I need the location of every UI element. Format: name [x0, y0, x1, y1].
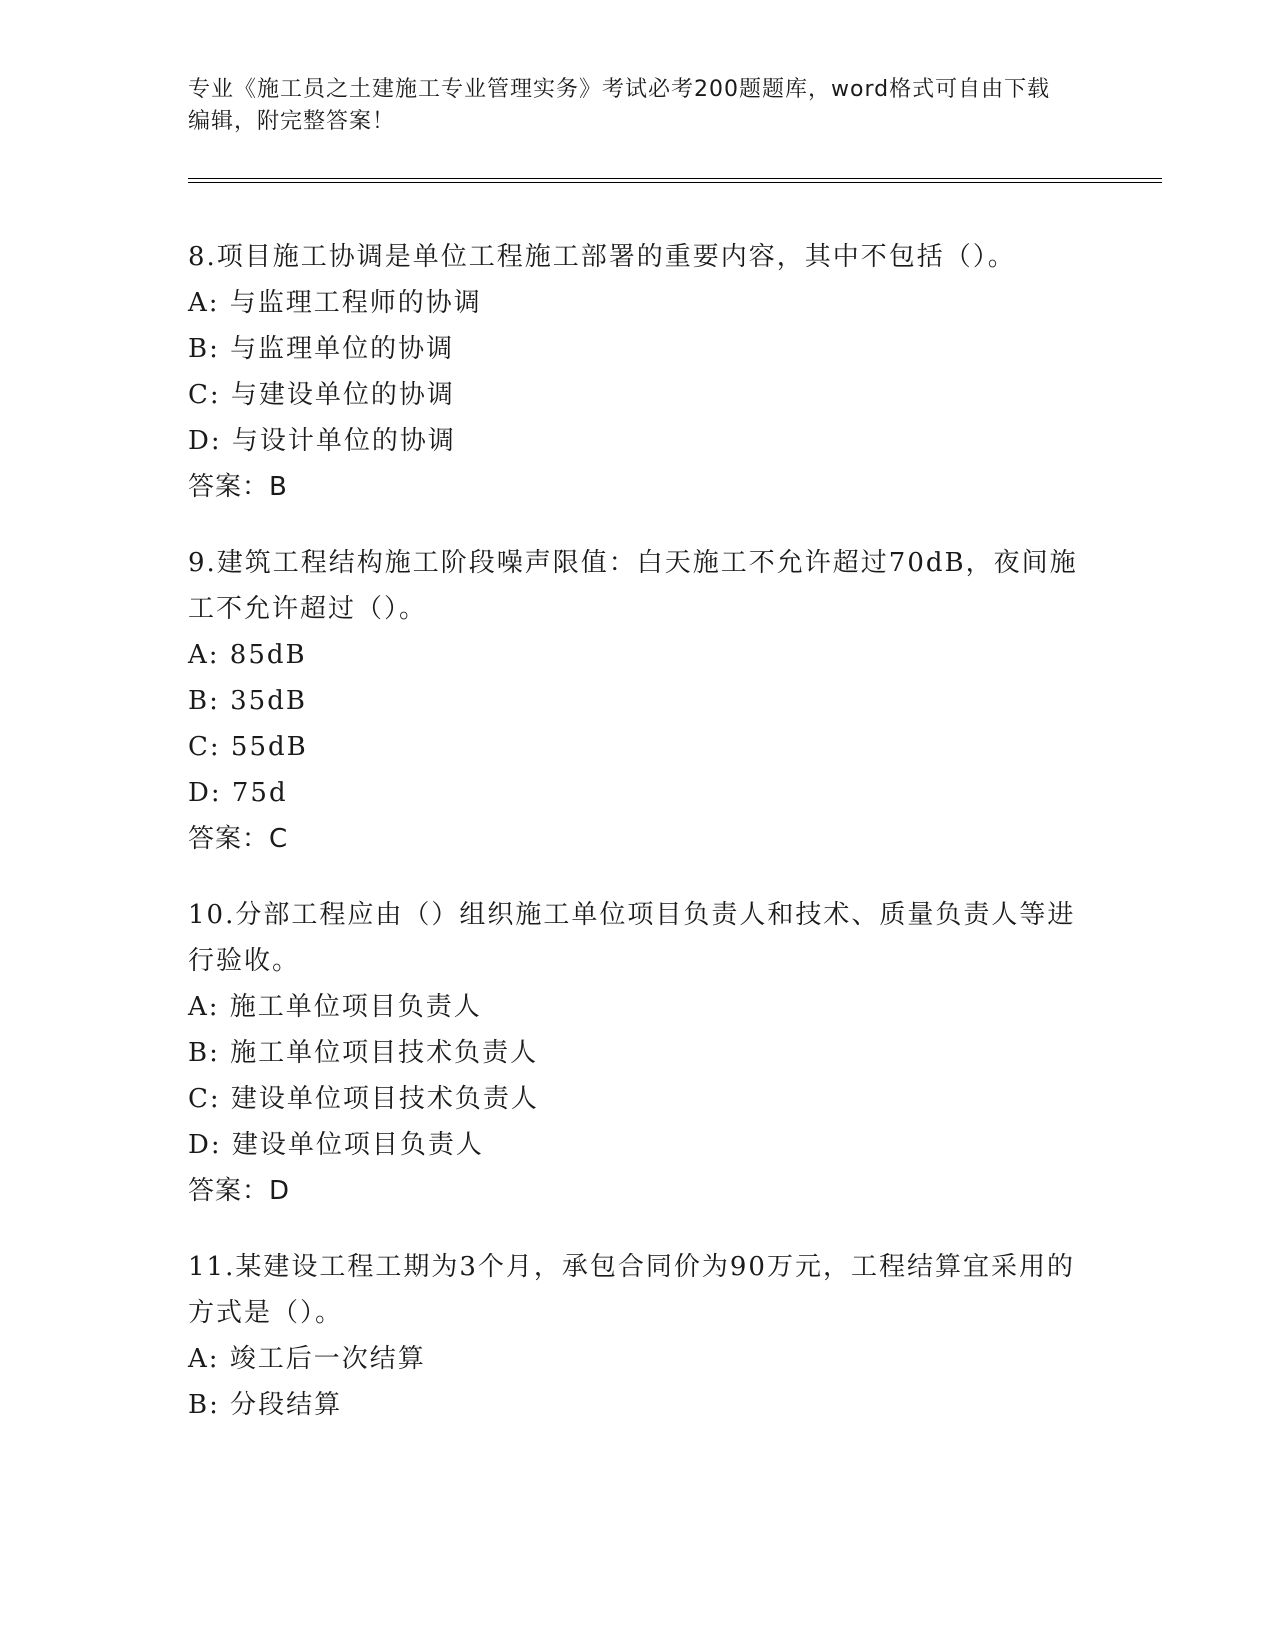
option-a: A: 竣工后一次结算	[188, 1344, 426, 1374]
option-a: A: 85dB	[188, 640, 307, 670]
document-header	[188, 74, 1068, 138]
option-d: D: 建设单位项目负责人	[188, 1130, 484, 1160]
question-stem: 8.项目施工协调是单位工程施工部署的重要内容，其中不包括（）。	[188, 242, 1016, 272]
question-9	[188, 540, 1088, 862]
question-stem: 10.分部工程应由（）组织施工单位项目负责人和技术、质量负责人等进行验收。	[188, 900, 1076, 976]
question-list	[188, 234, 1088, 1458]
option-b: B: 施工单位项目技术负责人	[188, 1038, 539, 1068]
option-c: C: 建设单位项目技术负责人	[188, 1084, 539, 1114]
option-d: D: 75d	[188, 778, 288, 808]
option-c: C: 与建设单位的协调	[188, 380, 455, 410]
question-stem: 9.建筑工程结构施工阶段噪声限值：白天施工不允许超过70dB，夜间施工不允许超过（）。	[188, 548, 1078, 624]
option-b: B: 分段结算	[188, 1390, 343, 1420]
option-a: A: 施工单位项目负责人	[188, 992, 482, 1022]
option-d: D: 与设计单位的协调	[188, 426, 456, 456]
answer: 答案：D	[188, 1176, 291, 1206]
option-a: A: 与监理工程师的协调	[188, 288, 482, 318]
question-stem: 11.某建设工程工期为3个月，承包合同价为90万元，工程结算宜采用的方式是（）。	[188, 1252, 1075, 1328]
answer: 答案：B	[188, 472, 288, 502]
option-b: B: 35dB	[188, 686, 307, 716]
header-divider	[188, 178, 1162, 183]
question-10	[188, 892, 1088, 1214]
question-8	[188, 234, 1088, 510]
option-b: B: 与监理单位的协调	[188, 334, 455, 364]
header-text: 专业《施工员之土建施工专业管理实务》考试必考200题题库，word格式可自由下载编辑，附完整答案！	[188, 77, 1051, 134]
answer: 答案：C	[188, 824, 289, 854]
question-11	[188, 1244, 1088, 1428]
option-c: C: 55dB	[188, 732, 308, 762]
